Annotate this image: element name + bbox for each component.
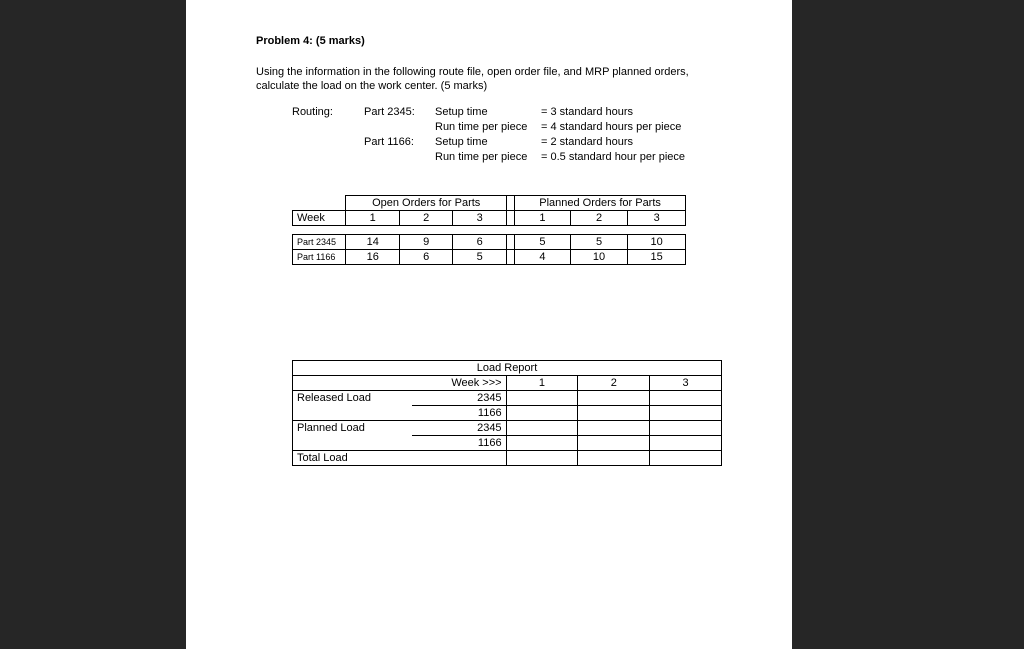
answer-cell[interactable] — [506, 436, 578, 451]
answer-cell[interactable] — [578, 436, 650, 451]
routing-item: Setup time — [435, 106, 488, 118]
table-cell: 4 — [515, 250, 571, 265]
orders-gap — [506, 235, 514, 250]
table-cell: 16 — [346, 250, 399, 265]
load-report-table — [292, 360, 722, 466]
table-cell: 6 — [453, 235, 506, 250]
orders-week-label: Week — [293, 211, 346, 226]
empty-cell — [293, 376, 413, 391]
part-label: Part 1166 — [293, 250, 346, 265]
answer-cell[interactable] — [650, 451, 722, 466]
answer-cell[interactable] — [650, 406, 722, 421]
document-page — [186, 0, 792, 649]
answer-cell[interactable] — [650, 421, 722, 436]
table-row — [293, 406, 722, 421]
answer-cell[interactable] — [506, 451, 578, 466]
empty-cell — [293, 406, 413, 421]
orders-gap — [506, 250, 514, 265]
part-number: 1166 — [412, 436, 506, 451]
problem-title: Problem 4: (5 marks) — [256, 35, 365, 47]
part-label: Part 2345 — [293, 235, 346, 250]
routing-part-2345: Part 2345: — [364, 106, 415, 118]
answer-cell[interactable] — [506, 391, 578, 406]
orders-corner — [293, 196, 346, 211]
orders-gap — [506, 196, 514, 211]
routing-value: = 0.5 standard hour per piece — [541, 151, 686, 163]
total-load-label: Total Load — [293, 451, 413, 466]
open-orders-header: Open Orders for Parts — [346, 196, 506, 211]
released-load-label: Released Load — [293, 391, 413, 406]
empty-cell — [412, 451, 506, 466]
open-week-1: 1 — [346, 211, 399, 226]
answer-cell[interactable] — [506, 406, 578, 421]
open-week-2: 2 — [399, 211, 452, 226]
table-cell: 5 — [570, 235, 628, 250]
load-week-3: 3 — [650, 376, 722, 391]
routing-value: = 4 standard hours per piece — [541, 121, 682, 133]
table-cell: 9 — [399, 235, 452, 250]
table-row — [293, 436, 722, 451]
table-row — [293, 250, 686, 265]
open-week-3: 3 — [453, 211, 506, 226]
table-cell: 14 — [346, 235, 399, 250]
problem-intro-line1: Using the information in the following route file, open order file, and MRP planned orders, — [256, 66, 689, 78]
table-cell: 5 — [515, 235, 571, 250]
table-row — [293, 421, 722, 436]
load-week-label: Week >>> — [412, 376, 506, 391]
table-cell: 10 — [628, 235, 686, 250]
table-cell: 6 — [399, 250, 452, 265]
table-row — [293, 391, 722, 406]
table-cell: 5 — [453, 250, 506, 265]
planned-week-2: 2 — [570, 211, 628, 226]
load-week-1: 1 — [506, 376, 578, 391]
planned-load-label: Planned Load — [293, 421, 413, 436]
answer-cell[interactable] — [578, 421, 650, 436]
table-cell: 15 — [628, 250, 686, 265]
answer-cell[interactable] — [578, 406, 650, 421]
planned-week-1: 1 — [515, 211, 571, 226]
empty-cell — [293, 436, 413, 451]
table-cell: 10 — [570, 250, 628, 265]
orders-table — [292, 195, 686, 265]
answer-cell[interactable] — [650, 436, 722, 451]
load-week-2: 2 — [578, 376, 650, 391]
planned-week-3: 3 — [628, 211, 686, 226]
answer-cell[interactable] — [506, 421, 578, 436]
orders-gap — [506, 211, 514, 226]
part-number: 1166 — [412, 406, 506, 421]
routing-part-1166: Part 1166: — [364, 136, 414, 148]
table-row — [293, 451, 722, 466]
answer-cell[interactable] — [578, 391, 650, 406]
routing-label: Routing: — [292, 106, 333, 118]
routing-item: Run time per piece — [435, 121, 528, 133]
routing-item: Run time per piece — [435, 151, 528, 163]
routing-item: Setup time — [435, 136, 488, 148]
routing-value: = 3 standard hours — [541, 106, 634, 118]
problem-intro-line2: calculate the load on the work center. (5 marks) — [256, 80, 488, 92]
answer-cell[interactable] — [578, 451, 650, 466]
part-number: 2345 — [412, 391, 506, 406]
table-row — [293, 235, 686, 250]
part-number: 2345 — [412, 421, 506, 436]
routing-value: = 2 standard hours — [541, 136, 634, 148]
answer-cell[interactable] — [650, 391, 722, 406]
planned-orders-header: Planned Orders for Parts — [515, 196, 686, 211]
load-report-title: Load Report — [293, 361, 722, 376]
